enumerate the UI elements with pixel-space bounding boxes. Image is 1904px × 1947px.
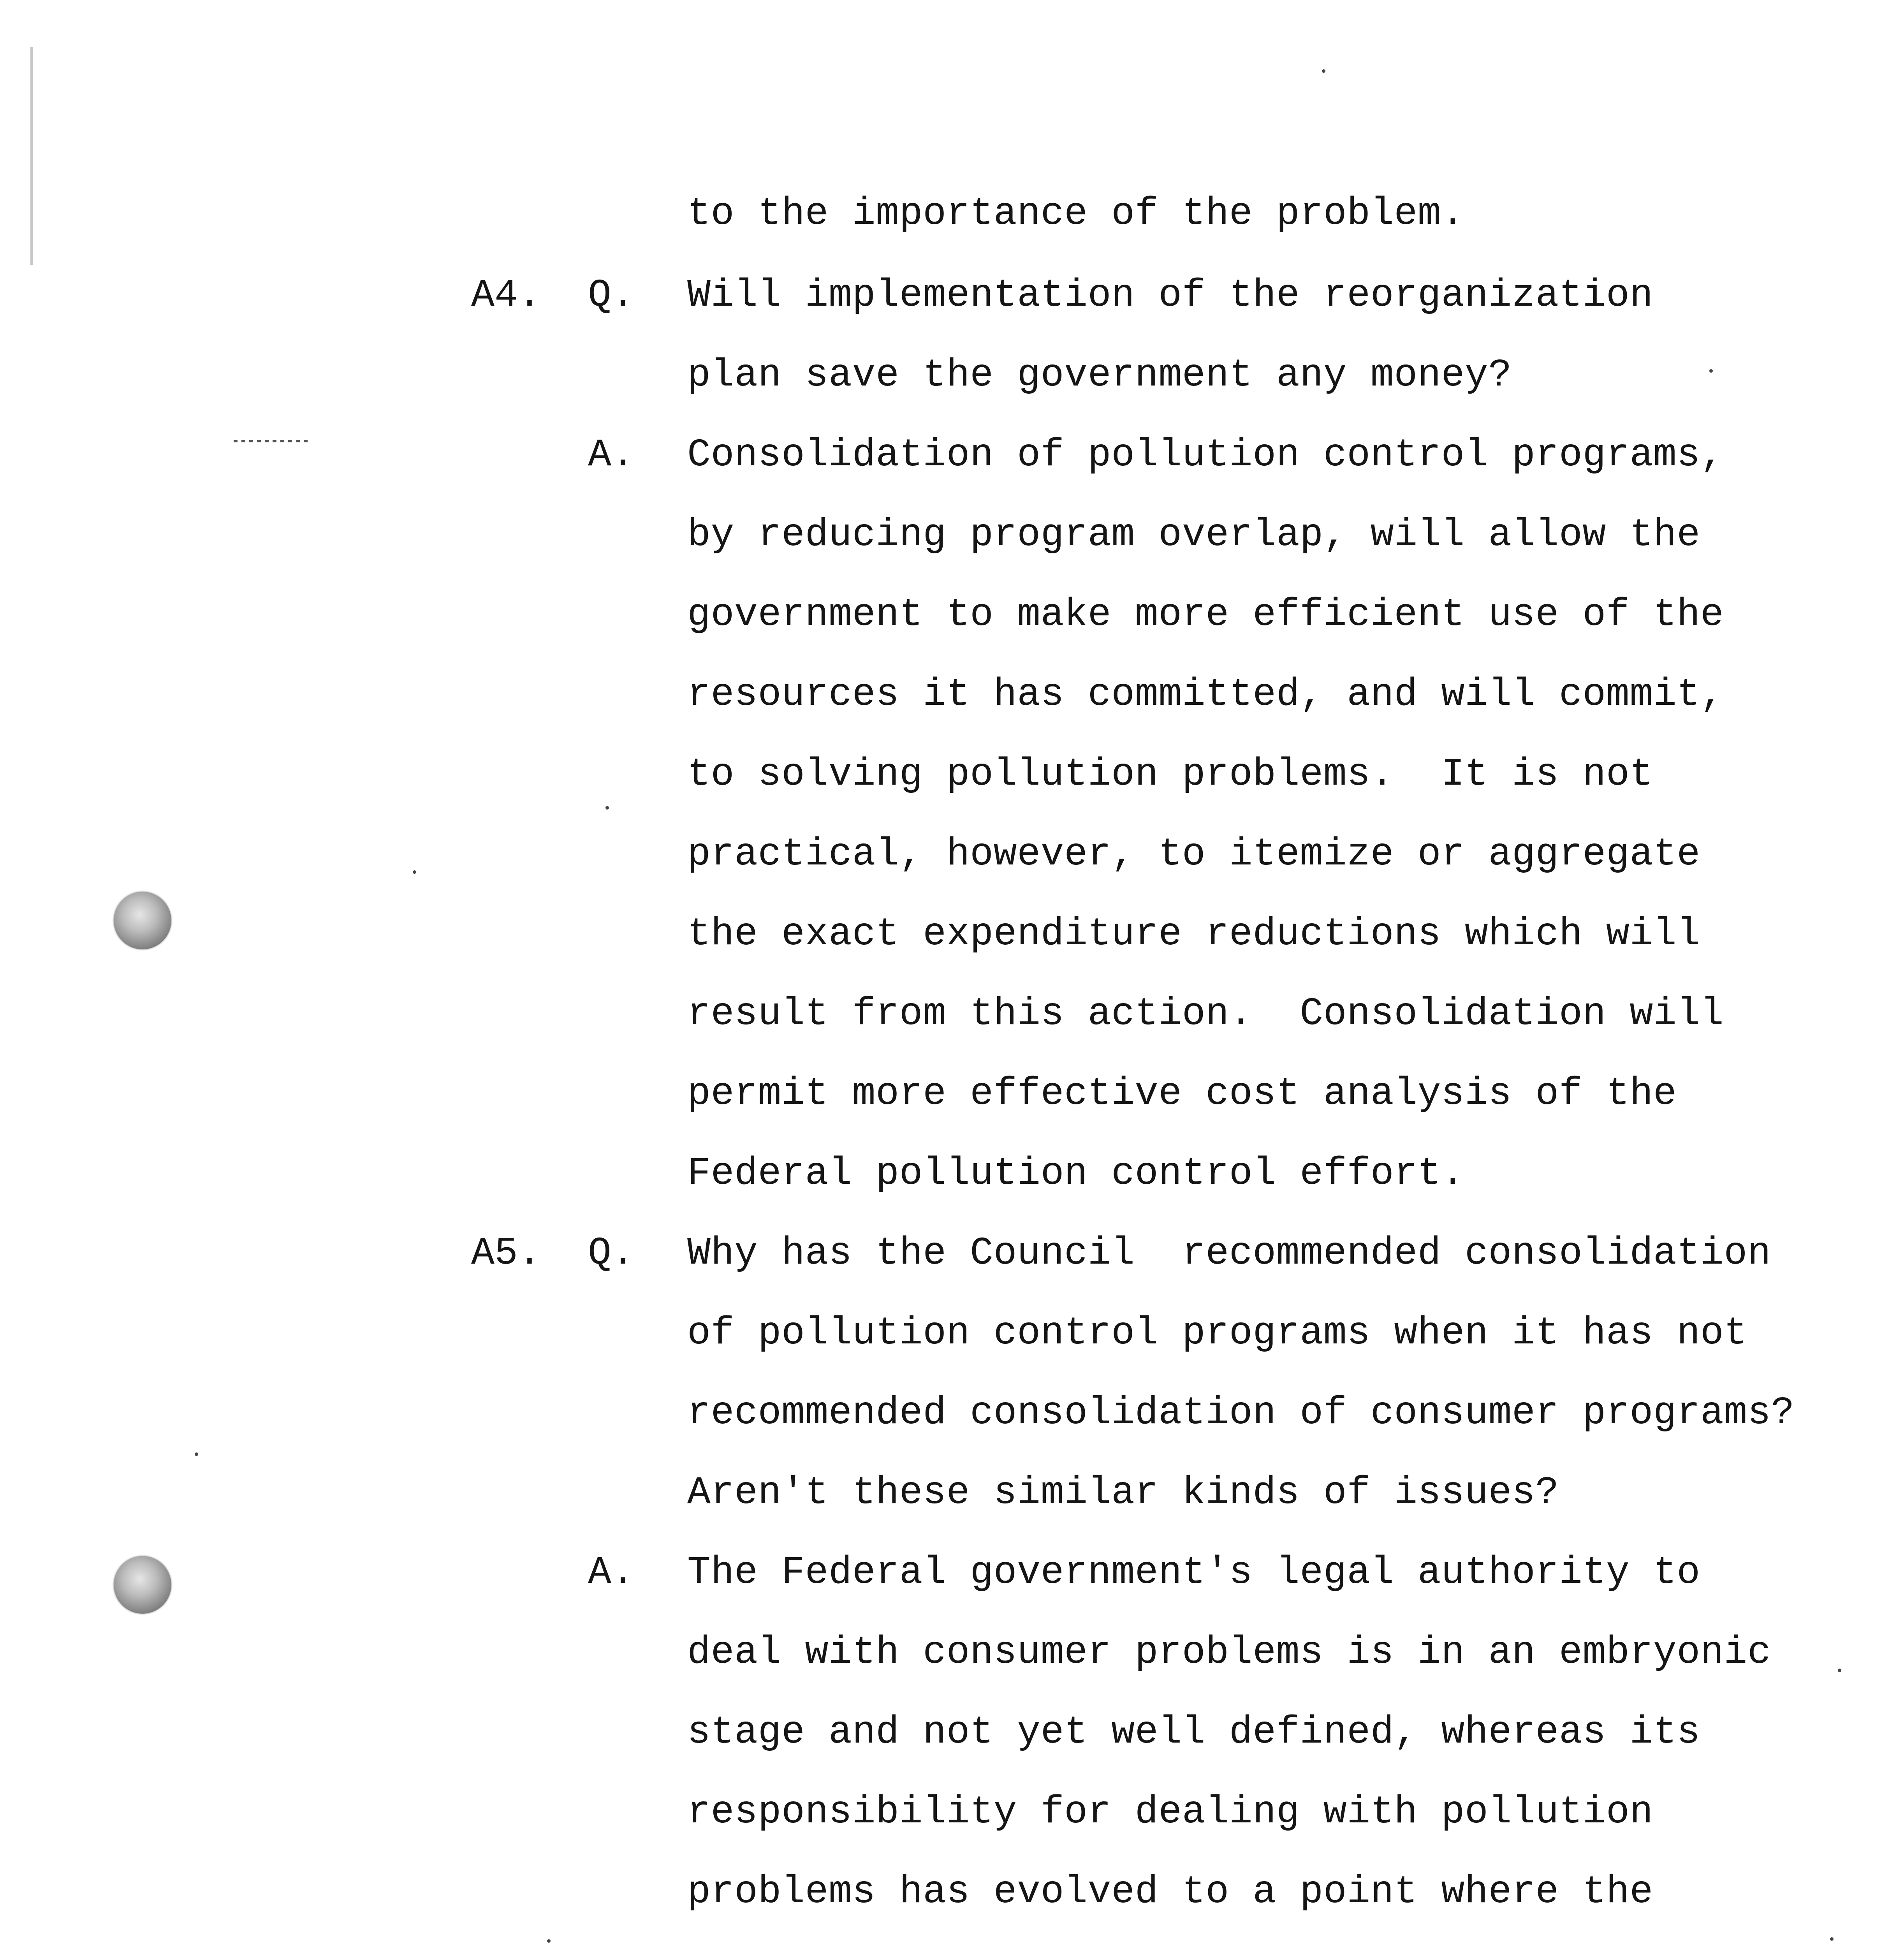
question-line: Will implementation of the reorganization xyxy=(687,274,1653,318)
punch-hole xyxy=(114,892,171,949)
question-line: of pollution control programs when it has not xyxy=(687,1311,1747,1356)
scan-speck xyxy=(1709,369,1713,373)
scan-speck xyxy=(1322,69,1325,73)
answer-line: by reducing program overlap, will allow the xyxy=(687,513,1700,557)
question-marker: Q. xyxy=(588,1232,635,1276)
scan-speck xyxy=(195,1452,198,1456)
scan-speck xyxy=(1838,1669,1841,1672)
answer-line: practical, however, to itemize or aggregate xyxy=(687,833,1700,877)
answer-marker: A. xyxy=(588,433,635,477)
scan-stray-mark xyxy=(234,440,311,442)
answer-line: permit more effective cost analysis of the xyxy=(687,1072,1677,1116)
continuation-line: to the importance of the problem. xyxy=(687,192,1465,236)
answer-line: responsibility for dealing with pollution xyxy=(687,1790,1653,1834)
question-marker: Q. xyxy=(588,274,635,318)
item-label-a4: A4. xyxy=(471,274,542,318)
question-line: Why has the Council recommended consolidation xyxy=(687,1232,1771,1276)
answer-line: Consolidation of pollution control programs, xyxy=(687,433,1724,477)
scan-speck xyxy=(413,870,416,874)
answer-line: stage and not yet well defined, whereas its xyxy=(687,1711,1700,1755)
scan-speck xyxy=(1830,1937,1834,1941)
answer-line: resources it has committed, and will commit, xyxy=(687,673,1724,717)
answer-line: the exact expenditure reductions which will xyxy=(687,912,1700,956)
answer-line: deal with consumer problems is in an embryonic xyxy=(687,1631,1771,1675)
answer-line: Federal pollution control effort. xyxy=(687,1152,1465,1196)
answer-line: The Federal government's legal authority to xyxy=(687,1551,1700,1595)
item-label-a5: A5. xyxy=(471,1232,542,1276)
question-line: recommended consolidation of consumer programs? xyxy=(687,1391,1795,1435)
question-line: Aren't these similar kinds of issues? xyxy=(687,1471,1559,1515)
scan-speck xyxy=(605,806,609,810)
answer-line: to solving pollution problems. It is not xyxy=(687,753,1653,797)
answer-line: government to make more efficient use of the xyxy=(687,593,1724,637)
answer-marker: A. xyxy=(588,1551,635,1595)
question-line: plan save the government any money? xyxy=(687,354,1512,398)
answer-line: result from this action. Consolidation will xyxy=(687,992,1724,1036)
page-left-edge-shadow xyxy=(30,47,33,265)
scan-speck xyxy=(547,1939,551,1943)
answer-line: problems has evolved to a point where the xyxy=(687,1870,1653,1914)
punch-hole xyxy=(114,1556,171,1614)
